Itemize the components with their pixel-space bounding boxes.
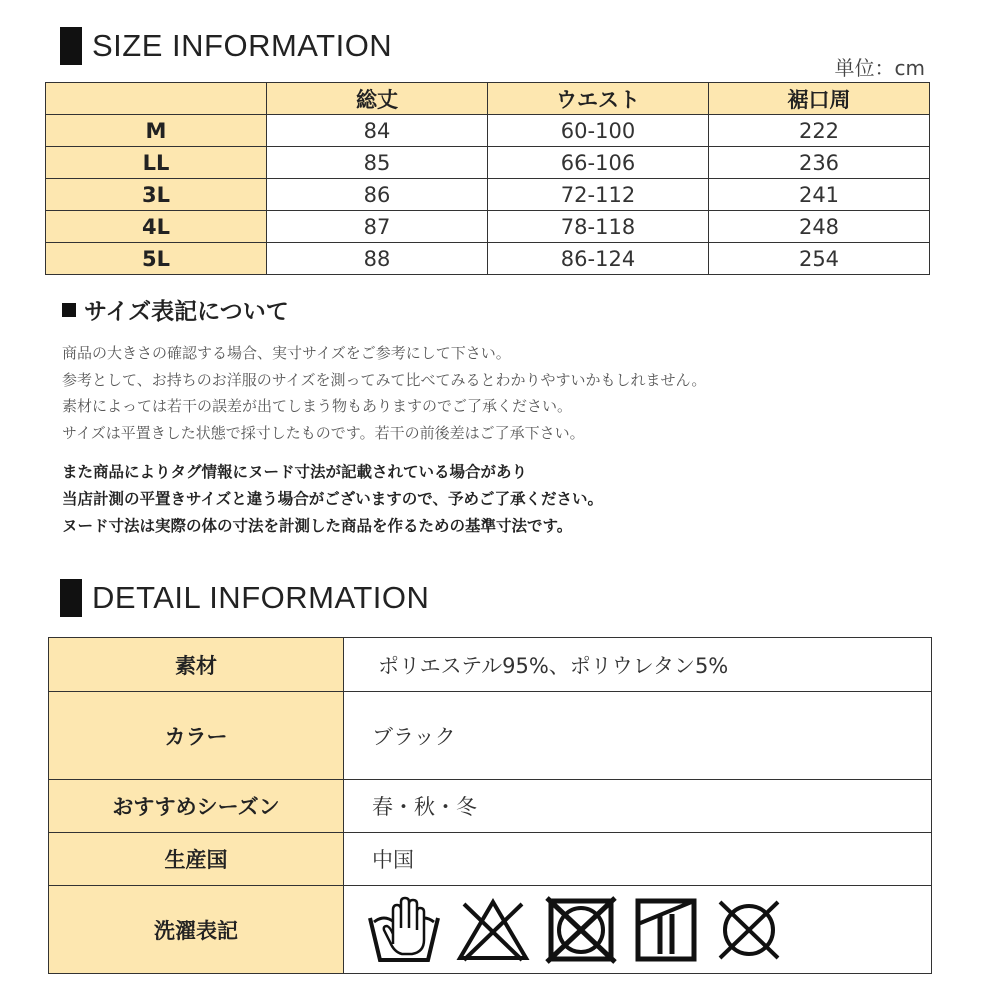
table-row <box>46 179 930 211</box>
size-notes-bold <box>62 459 603 540</box>
header-hem: 裾口周 <box>709 83 930 115</box>
unit-label: 単位：cm <box>834 56 925 80</box>
origin-value: 中国 <box>344 833 932 886</box>
table-row <box>49 780 932 833</box>
size-title-text: SIZE INFORMATION <box>92 28 393 63</box>
table-row <box>46 115 930 147</box>
table-row <box>46 211 930 243</box>
size-notes <box>62 340 706 446</box>
waist-value: 78-118 <box>488 211 709 243</box>
size-label: 4L <box>46 211 267 243</box>
origin-label: 生産国 <box>49 833 344 886</box>
bold-note-line: また商品によりタグ情報にヌード寸法が記載されている場合があり <box>62 463 528 481</box>
hand-wash-icon <box>366 896 442 964</box>
header-length: 総丈 <box>267 83 488 115</box>
length-value: 85 <box>267 147 488 179</box>
header-waist: ウエスト <box>488 83 709 115</box>
detail-information-title <box>60 579 429 617</box>
size-notes-heading <box>62 293 289 326</box>
detail-table <box>48 637 932 974</box>
size-label: M <box>46 115 267 147</box>
hem-value: 254 <box>709 243 930 275</box>
size-label: 5L <box>46 243 267 275</box>
care-label: 洗濯表記 <box>49 886 344 974</box>
waist-value: 86-124 <box>488 243 709 275</box>
table-row <box>46 147 930 179</box>
size-table-header <box>46 83 930 115</box>
note-line: 素材によっては若干の誤差が出てしまう物もありますのでご了承ください。 <box>62 397 573 415</box>
material-label: 素材 <box>49 638 344 692</box>
no-dry-clean-icon <box>714 896 784 964</box>
detail-title-text: DETAIL INFORMATION <box>92 580 430 615</box>
color-label: カラー <box>49 692 344 780</box>
waist-value: 66-106 <box>488 147 709 179</box>
square-bullet-icon <box>62 303 76 317</box>
note-line: 参考として、お持ちのお洋服のサイズを測ってみて比べてみるとわかりやすいかもしれません。 <box>62 370 707 389</box>
color-value: ブラック <box>344 692 932 780</box>
table-row <box>49 886 932 974</box>
season-value: 春・秋・冬 <box>344 780 932 833</box>
season-label: おすすめシーズン <box>49 780 344 833</box>
table-row <box>49 833 932 886</box>
hem-value: 248 <box>709 211 930 243</box>
waist-value: 60-100 <box>488 115 709 147</box>
table-row <box>49 638 932 692</box>
title-bar <box>60 579 82 617</box>
hem-value: 241 <box>709 179 930 211</box>
size-information-title <box>60 27 392 65</box>
bold-note-line: 当店計測の平置きサイズと違う場合がございますので、予めご了承ください。 <box>62 490 603 508</box>
size-table <box>45 82 930 275</box>
table-row <box>49 692 932 780</box>
size-notes-heading-text: サイズ表記について <box>84 299 289 325</box>
care-symbols <box>344 886 932 974</box>
title-bar <box>60 27 82 65</box>
note-line: 商品の大きさの確認する場合、実寸サイズをご参考にして下さい。 <box>62 344 511 362</box>
length-value: 87 <box>267 211 488 243</box>
hem-value: 222 <box>709 115 930 147</box>
no-tumble-dry-icon <box>544 896 618 964</box>
length-value: 88 <box>267 243 488 275</box>
hem-value: 236 <box>709 147 930 179</box>
header-blank <box>46 83 267 115</box>
no-chlorine-bleach-icon <box>456 896 530 964</box>
note-line: サイズは平置きした状態で採寸したものです。若干の前後差はご了承下さい。 <box>62 423 585 442</box>
bold-note-line: ヌード寸法は実際の体の寸法を計測した商品を作るための基準寸法です。 <box>62 517 573 535</box>
size-label: LL <box>46 147 267 179</box>
length-value: 84 <box>267 115 488 147</box>
table-row <box>46 243 930 275</box>
material-value: ポリエステル95%、ポリウレタン5% <box>344 638 932 692</box>
line-dry-shade-icon <box>632 896 700 964</box>
waist-value: 72-112 <box>488 179 709 211</box>
size-label: 3L <box>46 179 267 211</box>
length-value: 86 <box>267 179 488 211</box>
